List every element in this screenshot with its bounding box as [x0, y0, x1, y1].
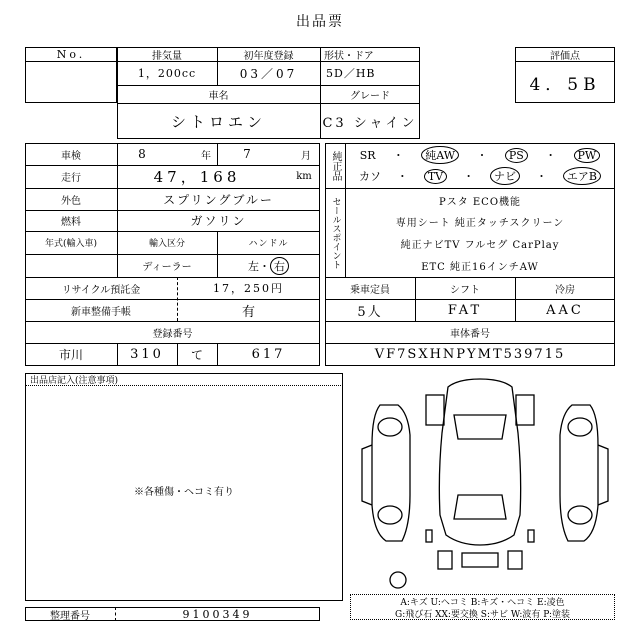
shape-door-label: 形状・ドア: [324, 50, 374, 62]
inspection-month: 7: [243, 147, 251, 161]
maintenance-book-value: 有: [241, 304, 255, 320]
genuine-tv-circled: TV: [424, 169, 447, 184]
fuel-value: ガソリン: [190, 214, 247, 228]
plate-label: 登録番号: [152, 328, 193, 340]
right-rear-wheel: [568, 506, 592, 524]
car-name-label: 車名: [208, 90, 229, 102]
car-damage-diagram: [350, 375, 620, 590]
month-unit: 月: [301, 150, 311, 162]
handle-left: 左: [248, 259, 259, 273]
handle-separator: ・: [259, 259, 270, 273]
mileage-label: 走行: [61, 173, 81, 184]
model-year-import-label: 年式(輸入車): [44, 239, 98, 249]
year-unit: 年: [201, 150, 211, 162]
genuine-pw-circled: PW: [574, 148, 601, 163]
capacity-label: 乗車定員: [350, 284, 390, 296]
air-conditioning-value: AAC: [546, 302, 584, 318]
mileage-unit: km: [296, 171, 312, 182]
plate-area: 市川: [58, 348, 83, 362]
sales-point-3: 純正ナビTV フルセグ CarPlay: [400, 239, 560, 251]
notes-text: ※各種傷・ヘコミ有り: [134, 486, 234, 498]
side-marker: [426, 530, 432, 542]
inspection-year: 8: [138, 147, 146, 161]
plate-class: 310: [130, 347, 164, 362]
grade-score-label: 評価点: [550, 50, 580, 62]
left-rear-wheel: [378, 506, 402, 524]
mileage-value: 47，168: [153, 168, 241, 186]
genuine-stereo: カソ: [358, 170, 381, 183]
legend-row-1: A:キズ U:ヘコミ B:キズ・ヘコミ E:凌色: [400, 597, 565, 608]
legend-row-2: G:飛び石 XX:要交換 S:サビ W:波有 P:塗装: [395, 609, 570, 620]
handle-label: ハンドル: [248, 239, 289, 249]
plate-number: 617: [251, 347, 286, 362]
spare-tire: [390, 572, 406, 588]
fuel-label: 燃料: [61, 217, 81, 228]
genuine-row-2: カソ ・ TV ・ ナビ ・ エアB: [345, 166, 615, 186]
sales-point-2: 専用シート 純正タッチスクリーン: [395, 217, 565, 229]
import-class-value: ディーラー: [142, 262, 192, 273]
sales-point-4: ETC 純正16インチAW: [421, 261, 539, 273]
first-registration-value: 03／07: [239, 66, 298, 81]
handle-right-circled: 右: [270, 257, 289, 275]
exterior-color-value: スプリングブルー: [163, 192, 274, 207]
grade-label: グレード: [350, 90, 390, 102]
reference-number-label: 整理番号: [50, 610, 90, 622]
car-roof-outline: [439, 379, 520, 545]
first-registration-label: 初年度登録: [243, 50, 294, 62]
front-bumper-right: [516, 395, 534, 425]
displacement-label: 排気量: [152, 50, 182, 62]
capacity-value: 5人: [357, 304, 383, 320]
genuine-sr: SR: [359, 148, 376, 162]
front-bumper: [426, 395, 444, 425]
grade-value: C3 シャイン: [322, 115, 418, 131]
genuine-parts-label: 純正品: [330, 150, 341, 181]
vin-value: VF7SXHNPYMT539715: [374, 347, 566, 362]
grade-score-value: 4．5B: [529, 74, 601, 95]
inspection-label: 車検: [61, 150, 81, 162]
recycle-deposit-label: リサイクル預託金: [61, 284, 141, 296]
side-marker-right: [528, 530, 534, 542]
exterior-color-label: 外色: [61, 195, 81, 207]
shift-value: FAT: [447, 302, 483, 318]
genuine-alloy-wheels-circled: 純AW: [421, 146, 459, 164]
sales-points-label: セールスポイント: [330, 196, 341, 269]
rear-light-right: [508, 551, 522, 569]
genuine-ps-circled: PS: [505, 148, 528, 163]
vin-label: 車体番号: [450, 328, 490, 340]
sales-point-1: Pスタ ECO機能: [438, 196, 522, 208]
air-conditioning-label: 冷房: [555, 284, 575, 296]
maintenance-book-label: 新車整備手帳: [71, 306, 131, 318]
rear-plate: [462, 553, 498, 567]
left-front-wheel: [378, 418, 402, 436]
reference-number-value: 9100349: [182, 607, 253, 621]
notes-label: 出品店記入(注意事項): [30, 375, 119, 386]
genuine-navi-circled: ナビ: [490, 167, 520, 185]
genuine-airbag-circled: エアB: [563, 167, 601, 185]
recycle-deposit-value: 17，250円: [213, 282, 284, 295]
car-name-value: シトロエン: [170, 112, 266, 131]
car-rear-window: [454, 495, 506, 519]
shape-door-value: 5D／HB: [326, 67, 376, 80]
genuine-row-1: SR ・ 純AW ・ PS ・ PW: [345, 145, 615, 165]
handle-value: [217, 254, 320, 277]
car-windshield: [454, 415, 506, 439]
import-class-label: 輸入区分: [148, 239, 185, 249]
rear-light-left: [438, 551, 452, 569]
shift-label: シフト: [450, 284, 480, 296]
plate-kana: て: [190, 348, 203, 362]
displacement-value: 1，200cc: [137, 67, 197, 80]
no-label: No.: [56, 47, 86, 61]
page-title: 出品票: [296, 14, 344, 30]
right-front-wheel: [568, 418, 592, 436]
